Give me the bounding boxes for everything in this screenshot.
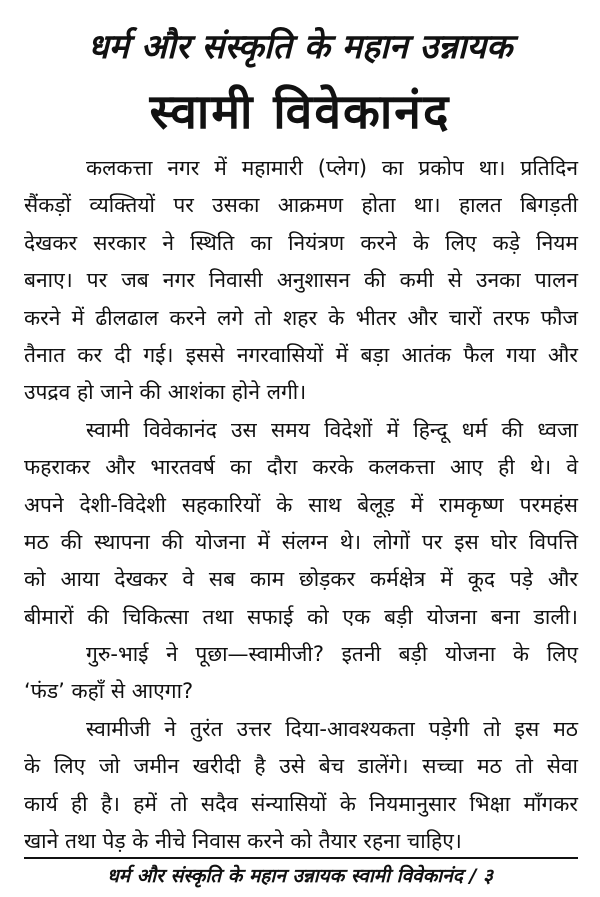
text-line: के लिए जो जमीन खरीदी है उसे बेच डालेंगे। सच्चा मठ तो सेवा: [24, 754, 578, 779]
text-line: कलकत्ता नगर में महामारी (प्लेग) का प्रकोप था। प्रतिदिन: [86, 156, 578, 180]
footer-divider: [24, 857, 578, 859]
footer-separator: /: [469, 865, 477, 887]
text-line: सैंकड़ों व्यक्तियों पर उसका आक्रमण होता था। हालत बिगड़ती: [24, 193, 578, 218]
text-line: मठ की स्थापना की योजना में संलग्न थे। लोगों पर इस घोर विपत्ति: [24, 529, 578, 554]
text-line: फहराकर और भारतवर्ष का दौरा करके कलकत्ता आए ही थे। वे: [24, 455, 578, 480]
text-line: बनाए। पर जब नगर निवासी अनुशासन की कमी से उनका पालन: [24, 268, 578, 293]
body-text: [24, 150, 578, 860]
text-line: स्वामीजी ने तुरंत उत्तर दिया-आवश्यकता पड़ेगी तो इस मठ: [86, 716, 578, 741]
page-number: ३: [483, 865, 493, 887]
paragraph: [24, 412, 578, 636]
text-line: उपद्रव हो जाने की आशंका होने लगी।: [24, 380, 307, 405]
page-footer: [0, 862, 600, 888]
text-line: कार्य ही है। हमें तो सदैव संन्यासियों के नियमानुसार भिक्षा माँगकर: [24, 791, 578, 816]
text-line: ‘फंड’ कहाँ से आएगा?: [24, 679, 194, 704]
text-line: खाने तथा पेड़ के नीचे निवास करने को तैयार रहना चाहिए।: [24, 829, 462, 854]
text-line: अपने देशी-विदेशी सहकारियों के साथ बेलूड़ में रामकृष्ण परमहंस: [24, 492, 578, 517]
book-title: धर्म और संस्कृति के महान उन्नायक: [87, 27, 513, 67]
paragraph: [24, 636, 578, 711]
text-line: को आया देखकर वे सब काम छोड़कर कर्मक्षेत्र में कूद पड़े और: [24, 567, 578, 592]
chapter-title: स्वामी विवेकानंद: [149, 84, 451, 140]
text-line: गुरु-भाई ने पूछा—स्वामीजी? इतनी बड़ी योजना के लिए: [86, 642, 578, 667]
text-line: बीमारों की चिकित्सा तथा सफाई को एक बड़ी योजना बना डाली।: [24, 604, 578, 629]
paragraph: [24, 150, 578, 412]
paragraph: [24, 711, 578, 861]
text-line: करने में ढीलढाल करने लगे तो शहर के भीतर और चारों तरफ फौज: [24, 305, 578, 330]
text-line: देखकर सरकार ने स्थिति का नियंत्रण करने के लिए कड़े नियम: [24, 230, 578, 255]
text-line: तैनात कर दी गई। इससे नगरवासियों में बड़ा आतंक फैल गया और: [24, 342, 578, 367]
text-line: स्वामी विवेकानंद उस समय विदेशों में हिन्दू धर्म की ध्वजा: [86, 417, 578, 442]
running-title: धर्म और संस्कृति के महान उन्नायक स्वामी विवेकानंद: [107, 865, 463, 887]
